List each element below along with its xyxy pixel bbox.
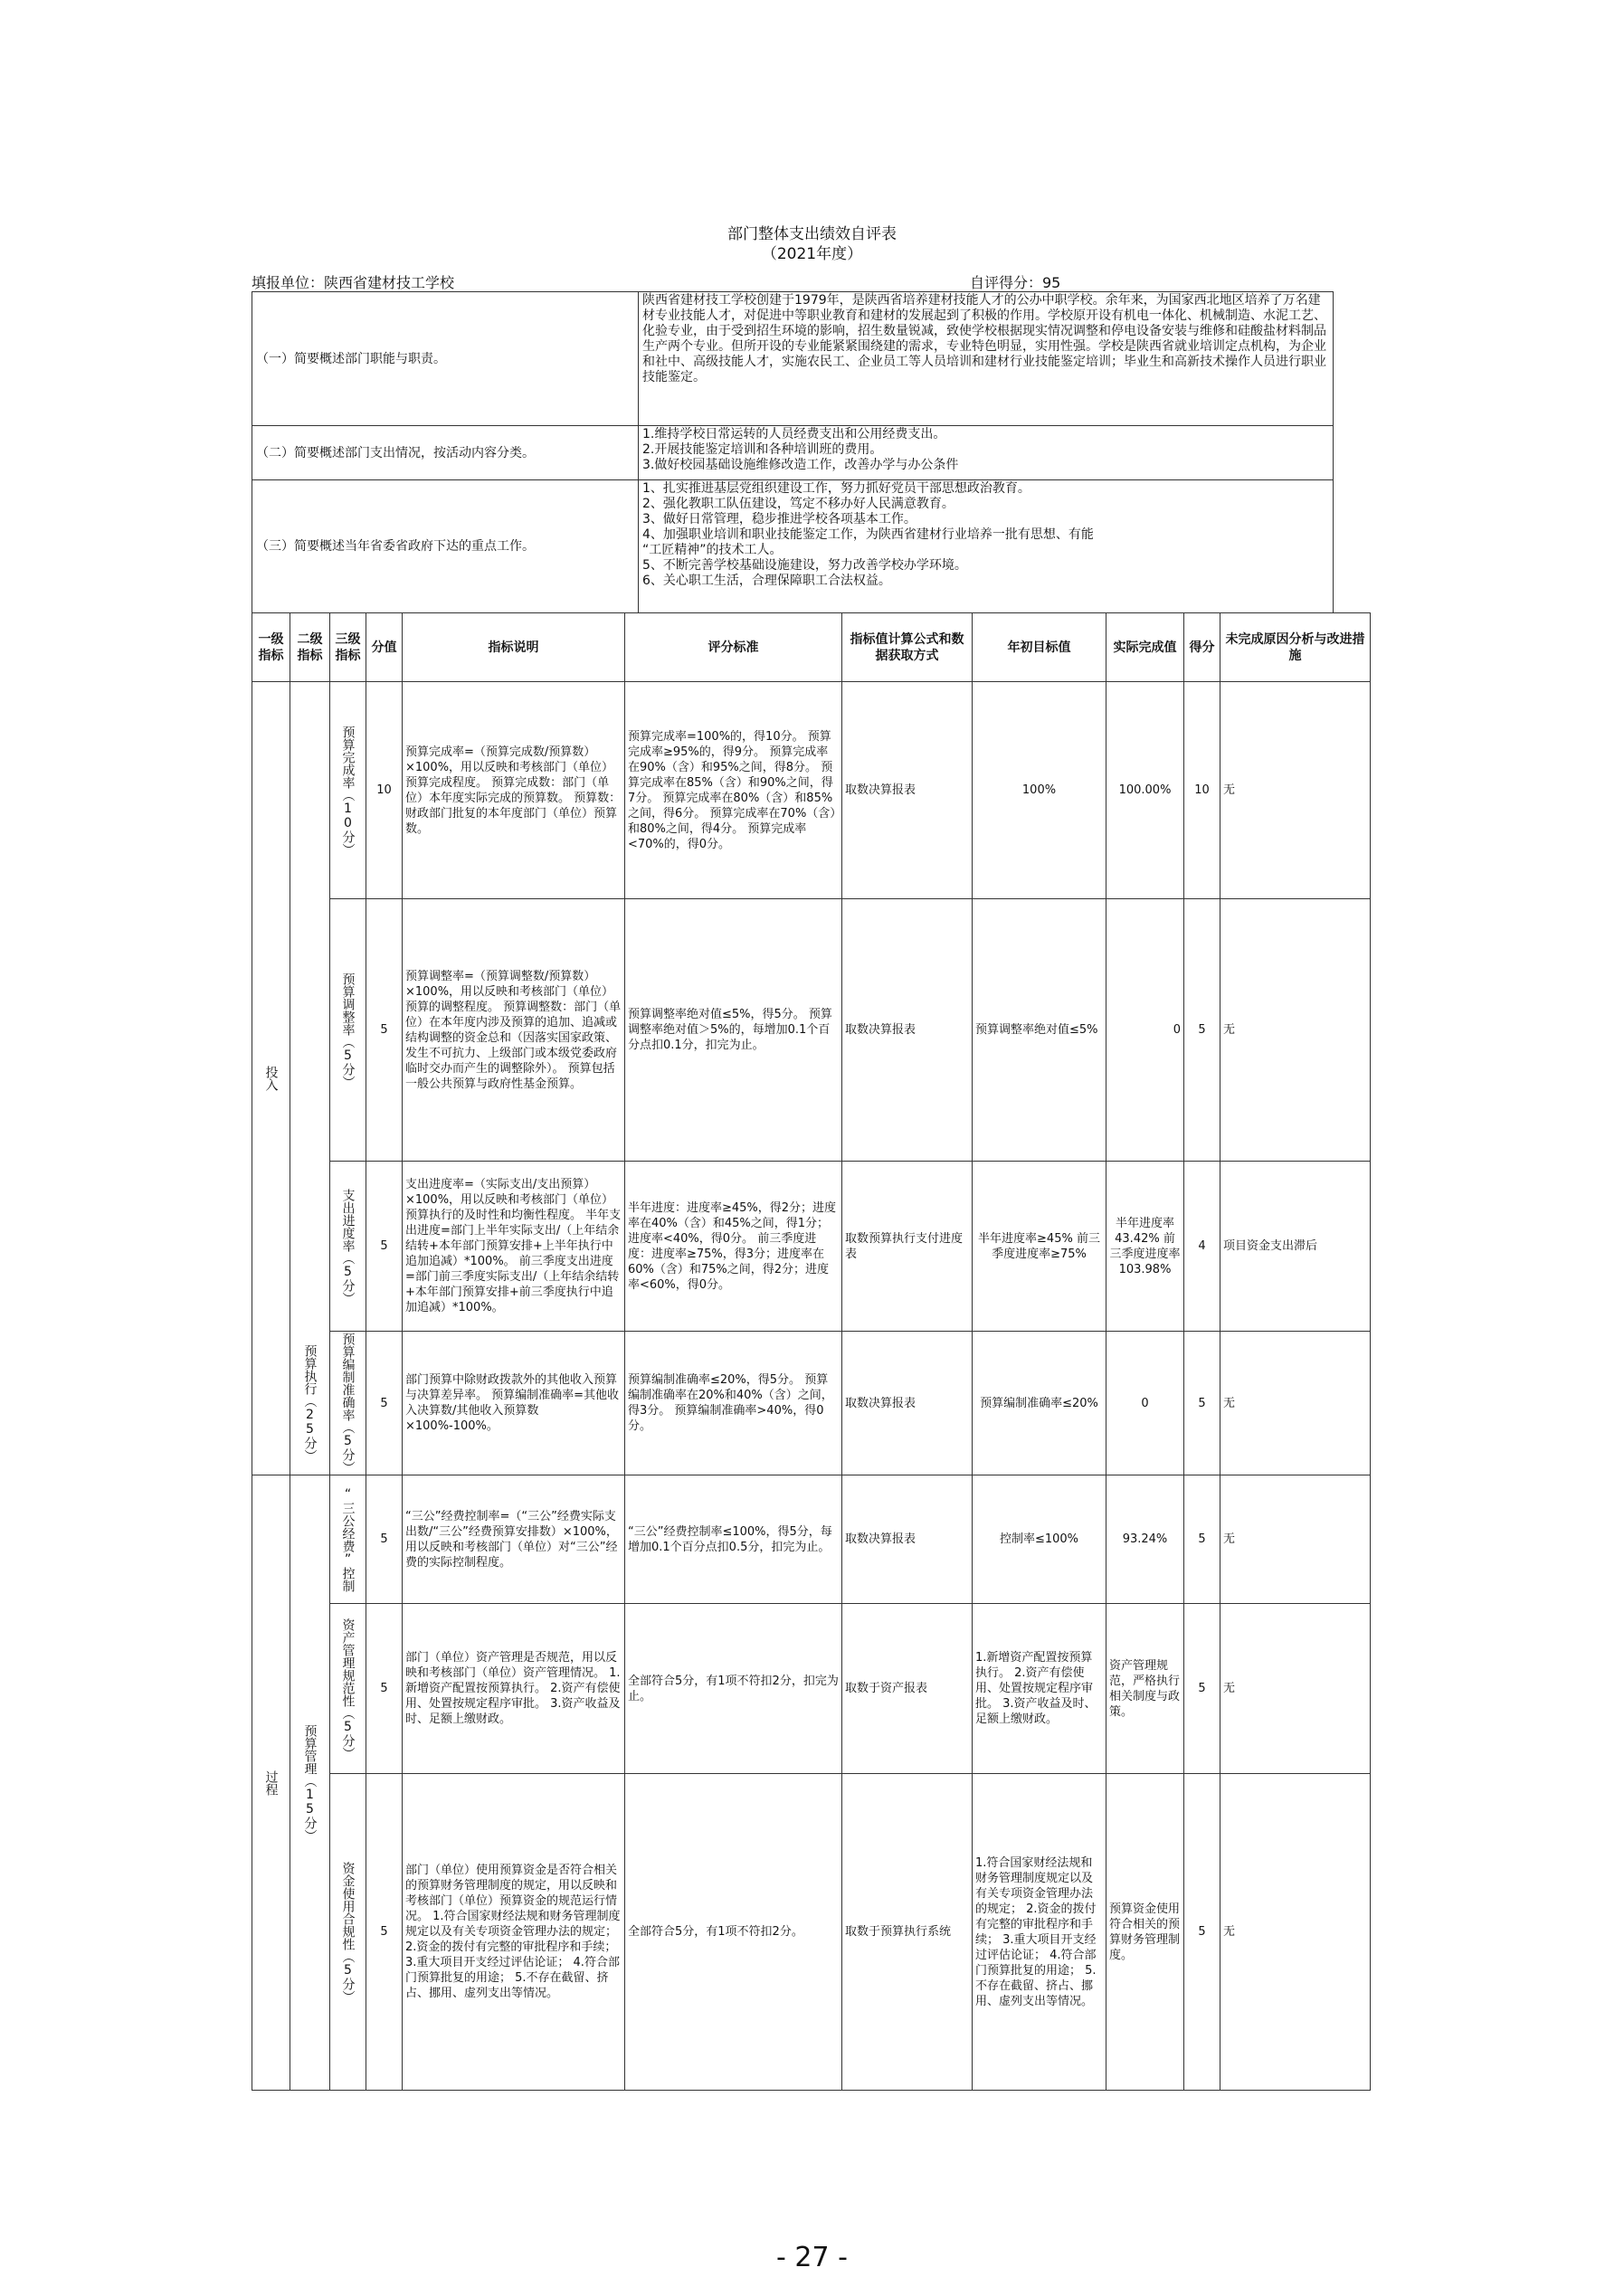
criteria-cell: “三公”经费控制率≤100%，得5分，每增加0.1个百分点扣0.5分，扣完为止。 xyxy=(625,1475,842,1604)
level3-label: “三公经费”控制 xyxy=(340,1486,356,1592)
score-cell: 5 xyxy=(1184,899,1220,1162)
table-row xyxy=(252,1162,1371,1332)
method-cell: 取数于资产报表 xyxy=(842,1604,973,1774)
level3-cell xyxy=(330,1604,366,1774)
level2-cell-upper xyxy=(290,682,330,1332)
table-row xyxy=(252,1774,1371,2091)
target-cell: 1.符合国家财经法规和财务管理制度规定以及有关专项资金管理办法的规定； 2.资金的拨付有完整的审批程序和手续； 3.重大项目开支经过评估论证； 4.符合部门预算批复的用途； 5.不存在截留、挤占、挪用、虚列支出等情况。 xyxy=(973,1774,1106,2091)
header-cell: 一级指标 xyxy=(252,613,290,682)
criteria-cell: 全部符合5分，有1项不符扣2分，扣完为止。 xyxy=(625,1604,842,1774)
header-cell: 指标值计算公式和数据获取方式 xyxy=(842,613,973,682)
table-row xyxy=(252,1332,1371,1475)
criteria-cell: 预算完成率=100%的，得10分。 预算完成率≥95%的，得9分。 预算完成率在90%（含）和95%之间，得8分。 预算完成率在85%（含）和90%之间，得7分。 预算完成率在80%（含）和85%之间，得6分。 预算完成率在70%（含）和80%之间，得4分。 预算完成率<70%的，得0分。 xyxy=(625,682,842,899)
level3-cell xyxy=(330,899,366,1162)
desc-cell: 部门（单位）资产管理是否规范，用以反映和考核部门（单位）资产管理情况。 1.新增资产配置按预算执行。 2.资产有偿使用、处置按规定程序审批。 3.资产收益及时、足额上缴财政。 xyxy=(403,1604,625,1774)
indicator-table xyxy=(252,612,1371,2091)
actual-cell: 半年进度率43.42% 前三季度进度率103.98% xyxy=(1106,1162,1184,1332)
reason-cell: 项目资金支出滞后 xyxy=(1220,1162,1371,1332)
actual-cell: 0 xyxy=(1106,1332,1184,1475)
reason-cell: 无 xyxy=(1220,899,1371,1162)
level3-cell xyxy=(330,682,366,899)
self-score: 自评得分：95 xyxy=(970,274,1061,291)
header-cell: 未完成原因分析与改进措施 xyxy=(1220,613,1371,682)
actual-cell: 资产管理规范，严格执行相关制度与政策。 xyxy=(1106,1604,1184,1774)
target-cell: 预算调整率绝对值≤5% xyxy=(973,899,1106,1162)
desc-cell: 预算调整率=（预算调整数/预算数）×100%，用以反映和考核部门（单位）预算的调整程度。 预算调整数：部门（单位）在本年度内涉及预算的追加、追减或结构调整的资金总和（因落实国家政策、发生不可抗力、上级部门或本级党委政府临时交办而产生的调整除外）。 预算包括一般公共预算与政府性基金预算。 xyxy=(403,899,625,1162)
section-table-3 xyxy=(252,479,1334,613)
level2-cell xyxy=(290,1475,330,2091)
level2-label: 预算执行（25分） xyxy=(302,1343,318,1462)
target-cell: 半年进度率≥45% 前三季度进度率≥75% xyxy=(973,1162,1106,1332)
actual-cell: 0 xyxy=(1106,899,1184,1162)
level1-label: 过程 xyxy=(263,1769,279,1796)
level2-label: 预算管理（15分） xyxy=(302,1723,318,1842)
level1-cell xyxy=(252,1475,290,2091)
actual-cell: 预算资金使用符合相关的预算财务管理制度。 xyxy=(1106,1774,1184,2091)
section-label: （一）简要概述部门职能与职责。 xyxy=(252,292,639,426)
method-cell: 取数决算报表 xyxy=(842,1332,973,1475)
points-cell: 5 xyxy=(366,1162,403,1332)
table-row xyxy=(252,1475,1371,1604)
target-cell: 1.新增资产配置按预算执行。 2.资产有偿使用、处置按规定程序审批。 3.资产收益及时、足额上缴财政。 xyxy=(973,1604,1106,1774)
level3-label: 预算调整率（5分） xyxy=(340,972,356,1088)
score-cell: 5 xyxy=(1184,1774,1220,2091)
criteria-cell: 全部符合5分，有1项不符扣2分。 xyxy=(625,1774,842,2091)
actual-cell: 93.24% xyxy=(1106,1475,1184,1604)
desc-cell: 预算完成率=（预算完成数/预算数）×100%，用以反映和考核部门（单位）预算完成程度。 预算完成数：部门（单位）本年度实际完成的预算数。 预算数：财政部门批复的本年度部门（单位）预算数。 xyxy=(403,682,625,899)
score-cell: 5 xyxy=(1184,1475,1220,1604)
level1-label: 投入 xyxy=(263,1066,279,1091)
header-cell: 指标说明 xyxy=(403,613,625,682)
section-label: （二）简要概述部门支出情况，按活动内容分类。 xyxy=(252,426,639,480)
section-content: 1、扎实推进基层党组织建设工作，努力抓好党员干部思想政治教育。 2、强化教职工队伍建设，笃定不移办好人民满意教育。 3、做好日常管理，稳步推进学校各项基本工作。 4、加强职业培训和职业技能鉴定工作，为陕西省建材行业培养一批有思想、有能 “工匠精神”的技术工人。 5、不断完善学校基础设施建设，努力改善学校办学环境。 6、关心职工生活，合理保障职工合法权益。 xyxy=(639,480,1334,613)
score-cell: 5 xyxy=(1184,1604,1220,1774)
table-row xyxy=(252,682,1371,899)
criteria-cell: 半年进度：进度率≥45%，得2分；进度率在40%（含）和45%之间，得1分；进度率<40%，得0分。 前三季度进度：进度率≥75%，得3分；进度率在60%（含）和75%之间，得2分；进度率<60%，得0分。 xyxy=(625,1162,842,1332)
section-content: 1.维持学校日常运转的人员经费支出和公用经费支出。 2.开展技能鉴定培训和各种培训班的费用。 3.做好校园基础设施维修改造工作，改善办学与办公条件 xyxy=(639,426,1334,480)
level3-cell xyxy=(330,1162,366,1332)
reason-cell: 无 xyxy=(1220,1475,1371,1604)
page-number: - 27 - xyxy=(776,2242,848,2273)
desc-cell: 部门（单位）使用预算资金是否符合相关的预算财务管理制度的规定，用以反映和考核部门（单位）预算资金的规范运行情况。 1.符合国家财经法规和财务管理制度规定以及有关专项资金管理办法的规定； 2.资金的拨付有完整的审批程序和手续； 3.重大项目开支经过评估论证； 4.符合部门预算批复的用途； 5.不存在截留、挤占、挪用、虚列支出等情况。 xyxy=(403,1774,625,2091)
target-cell: 预算编制准确率≤20% xyxy=(973,1332,1106,1475)
score-cell: 4 xyxy=(1184,1162,1220,1332)
header-cell: 年初目标值 xyxy=(973,613,1106,682)
target-cell: 控制率≤100% xyxy=(973,1475,1106,1604)
points-cell: 5 xyxy=(366,1604,403,1774)
desc-cell: 部门预算中除财政拨款外的其他收入预算与决算差异率。 预算编制准确率=其他收入决算数/其他收入预算数×100%-100%。 xyxy=(403,1332,625,1475)
method-cell: 取数预算执行支付进度表 xyxy=(842,1162,973,1332)
table-row xyxy=(252,1604,1371,1774)
method-cell: 取数决算报表 xyxy=(842,682,973,899)
header-row xyxy=(252,613,1371,682)
level1-cell xyxy=(252,682,290,1475)
points-cell: 5 xyxy=(366,1475,403,1604)
section-table-2 xyxy=(252,425,1334,480)
level3-cell xyxy=(330,1774,366,2091)
table-row xyxy=(252,899,1371,1162)
criteria-cell: 预算编制准确率≤20%，得5分。 预算编制准确率在20%和40%（含）之间，得3分。 预算编制准确率>40%，得0分。 xyxy=(625,1332,842,1475)
section-content: 陕西省建材技工学校创建于1979年，是陕西省培养建材技能人才的公办中职学校。余年来，为国家西北地区培养了万名建材专业技能人才，对促进中等职业教育和建材的发展起到了积极的作用。学校原开设有机电一体化、机械制造、水泥工艺、化验专业，由于受到招生环境的影响，招生数量锐减，致使学校根据现实情况调整和停电设备安装与维修和硅酸盐材料制品生产两个专业。但所开设的专业能紧紧围绕建的需求，专业特色明显，实用性强。学校是陕西省就业培训定点机构，为企业和社中、高级技能人才，实施农民工、企业员工等人员培训和建材行业技能鉴定培训；毕业生和高新技术操作人员进行职业技能鉴定。 xyxy=(639,292,1334,426)
level3-label: 支出进度率（5分） xyxy=(340,1188,356,1305)
desc-cell: 支出进度率=（实际支出/支出预算）×100%，用以反映和考核部门（单位）预算执行的及时性和均衡性程度。 半年支出进度=部门上半年实际支出/（上年结余结转+本年部门预算安排+上半年执行中追加追减）*100%。 前三季度支出进度=部门前三季度实际支出/（上年结余结转+本年部门预算安排+前三季度执行中追加追减）*100%。 xyxy=(403,1162,625,1332)
level3-label: 资金使用合规性（5分） xyxy=(340,1861,356,2003)
doc-title: 部门整体支出绩效自评表 xyxy=(727,225,897,243)
level3-cell xyxy=(330,1475,366,1604)
method-cell: 取数决算报表 xyxy=(842,1475,973,1604)
score-cell: 5 xyxy=(1184,1332,1220,1475)
reason-cell: 无 xyxy=(1220,1774,1371,2091)
score-cell: 10 xyxy=(1184,682,1220,899)
level3-label: 资产管理规范性（5分） xyxy=(340,1618,356,1760)
level3-label: 预算编制准确率（5分） xyxy=(340,1333,356,1474)
reason-cell: 无 xyxy=(1220,1332,1371,1475)
doc-year: （2021年度） xyxy=(761,245,863,263)
level2-cell xyxy=(290,1332,330,1475)
actual-cell: 100.00% xyxy=(1106,682,1184,899)
header-cell: 二级指标 xyxy=(290,613,330,682)
desc-cell: “三公”经费控制率=（“三公”经费实际支出数/“三公”经费预算安排数）×100%，用以反映和考核部门（单位）对“三公”经费的实际控制程度。 xyxy=(403,1475,625,1604)
header-cell: 评分标准 xyxy=(625,613,842,682)
points-cell: 5 xyxy=(366,1774,403,2091)
points-cell: 5 xyxy=(366,1332,403,1475)
target-cell: 100% xyxy=(973,682,1106,899)
reason-cell: 无 xyxy=(1220,682,1371,899)
header-cell: 实际完成值 xyxy=(1106,613,1184,682)
section-label: （三）简要概述当年省委省政府下达的重点工作。 xyxy=(252,480,639,613)
level3-cell xyxy=(330,1332,366,1475)
method-cell: 取数决算报表 xyxy=(842,899,973,1162)
points-cell: 10 xyxy=(366,682,403,899)
header-cell: 分值 xyxy=(366,613,403,682)
points-cell: 5 xyxy=(366,899,403,1162)
header-cell: 三级指标 xyxy=(330,613,366,682)
level3-label: 预算完成率（10分） xyxy=(340,725,356,856)
section-table-1 xyxy=(252,291,1334,426)
header-cell: 得分 xyxy=(1184,613,1220,682)
filling-unit: 填报单位：陕西省建材技工学校 xyxy=(252,274,455,291)
method-cell: 取数于预算执行系统 xyxy=(842,1774,973,2091)
reason-cell: 无 xyxy=(1220,1604,1371,1774)
criteria-cell: 预算调整率绝对值≤5%，得5分。 预算调整率绝对值＞5%的，每增加0.1个百分点扣0.1分，扣完为止。 xyxy=(625,899,842,1162)
